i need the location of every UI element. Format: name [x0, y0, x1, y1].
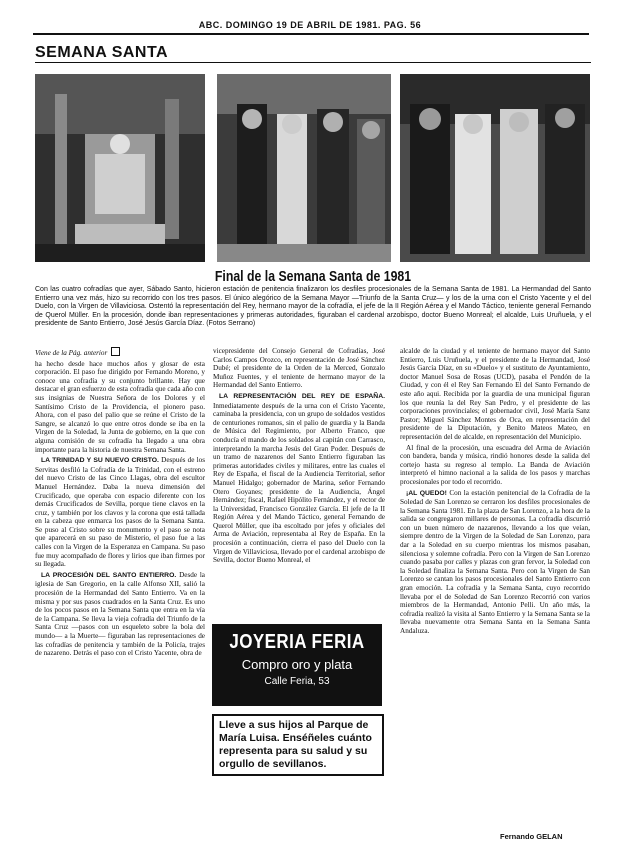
col2-paragraph-2: Inmediatamente después de la urna con el Cristo Yacente, caminaba la presidencia, con un grupo de soldados vestidos de centuriones romanos, sin el palio de guardia y la Banda de Música del Regimiento, por Alberto Franco, que conducía el mando de los soldados al capitán con Carrasco, interpretando la marcha Jesús del Gran Poder. Después de un tramo de nazarenos del Santo Entierro figuraban las primeras autoridades civiles y militares, entre las cuales el Rey de España, el fiscal de la Audiencia Territorial, señor Manuel Hidalgo; gobernador de Marina, señor Fernando Otero Goyanes; presidente de la Audiencia, Ángel Hernández; fiscal, Rafael Hipólito Fernández, y el rector de la Universidad, Francisco González García. El jefe de la II Región Aérea y del Mando Táctico, general Fernando de Querol Müller, que iba escoltado por jefes y oficiales del Arma de Aviación, representaba al Rey de España. En la procesión a continuación, cierra el paso del Duelo con la Virgen de Villaviciosa, llevado por el cardenal arzobispo de Sevilla, doctor Bueno Monreal, el: [213, 401, 385, 565]
continued-from-text: Viene de la Pág. anterior: [35, 349, 108, 357]
headline: Final de la Semana Santa de 1981: [214, 268, 412, 285]
photo-procesion-image: [400, 74, 590, 262]
author-signature: Fernando GELAN: [500, 832, 563, 841]
ad-parque-maria-luisa: [212, 714, 384, 776]
column-2: [213, 347, 385, 619]
col2-subhead-representacion: LA REPRESENTACIÓN DEL REY DE ESPAÑA.: [219, 392, 385, 400]
header-text: ABC. DOMINGO 19 DE ABRIL DE 1981. PAG. 56: [198, 20, 422, 30]
photo-procesion: [400, 74, 590, 262]
ad-parque-text: Lleve a sus hijos al Parque de María Luisa. Enséñeles cuánto representa para su salud y su orgullo de sevillanos.: [219, 719, 372, 770]
column-1: [35, 347, 205, 827]
col3-subhead-al-quedo: ¡AL QUEDO!: [406, 489, 447, 497]
continued-from-note: [35, 347, 205, 358]
ad-joyeria-address: Calle Feria, 53: [264, 676, 330, 687]
page-header: [0, 0, 620, 40]
section-title: SEMANA SANTA: [35, 44, 169, 61]
photo-autoridades-image: [217, 74, 391, 262]
box-icon: [111, 347, 120, 356]
photo-caption: Con las cuatro cofradías que ayer, Sábado Santo, hicieron estación de penitencia finalizaron los desfiles procesionales de la Semana Santa de 1981. La Hermandad del Santo Entierro una vez más, hizo su recorrido con los tres pasos. El único alegórico de la Semana Mayor —Triunfo de la Santa Cruz— y los de la urna con el Cristo Yacente y el del Duelo, con la Virgen de Villaviciosa. Ostentó la representación del Rey, hermano mayor de la cofradía, el jefe de la II Región Aérea y el Mando Táctico, teniente general Fernando de Querol Müller. En la procesión, donde iban representaciones y primeras autoridades, figuraban el cardenal arzobispo, doctor Bueno Monreal; el alcalde, Luis Uruñuela, y el presidente de Santo Entierro, José Jesús García Díaz. (Fotos Serrano): [35, 286, 591, 327]
ad-joyeria-brand: JOYERIA FERIA: [229, 631, 365, 653]
col1-paragraph-1: ha hecho desde hace muchos años y glosar de esta corporación. El paso fue dirigido por Fernando Moreno, y conoce una cofradía y su conjunto brillante. Hay que destacar el gran esfuerzo de esta cofradía que cada año con sus insignias de Nuestra Señora de los Dolores y el Santísimo Cristo de la Providencia, el pionero paso. Ahora, con el paso del palio que se reúne el Cristo de la Sangre, se alcanzó lo que entre otros donde se iba en la Virgen de la Soledad, la Junta de gobierno, en la que con alguna comisión de su cofradía ha llegado a una obra importante para la historia de nuestra Semana Santa.: [35, 359, 205, 454]
header-rule: [33, 33, 589, 35]
col1-paragraph-2: Después de los Servitas desfiló la Cofradía de la Trinidad, con el estreno del nuevo Cristo de las Cinco Llagas, obra del escultor Manuel Hernández. Daba la nueva dimensión del Crucificado, que operaba con espacio diferente con los demás Crucificados de Sevilla, porque tiene clavos en la cruz, y también por los clavos y la corona que está tallada en la cabeza que enmarca los pasos de la Semana Santa. Se puso al Cristo sobre su monumento y el paso se nota que aparecerá en su paso de Misterio, el paso fue a las calles con la Virgen de la Esperanza en Campana. Su paso fue muy acompañado de flores y lirios que iban firmes por su llegada.: [35, 456, 205, 569]
col2-paragraph-1: vicepresidente del Consejo General de Cofradías, José Carlos Campos Orozco, en representación de José Sánchez Dubé; el presidente de la Orden de la Merced, Gonzalo Muñoz Fuentes, y el teniente de hermano mayor de la Hermandad del Santo Entierro.: [213, 347, 385, 390]
col1-subhead-trinidad: LA TRINIDAD Y SU NUEVO CRISTO.: [41, 457, 159, 465]
col1-subhead-santo-entierro: LA PROCESIÓN DEL SANTO ENTIERRO.: [41, 571, 177, 579]
col3-paragraph-2: Al final de la procesión, una escuadra del Arma de Aviación con bandera, banda y música, rindió honores desde la salida del cortejo hasta su regreso al templo. La Banda de Aviación interpretó el himno nacional a la salida de los pasos y marchas procesionales por todo el recorrido.: [400, 443, 590, 486]
photo-paso-triunfo-image: [35, 74, 205, 262]
ad-joyeria-feria: [212, 624, 382, 706]
section-rule: [35, 62, 591, 63]
photo-autoridades: [217, 74, 391, 262]
col3-paragraph-1: alcalde de la ciudad y el teniente de hermano mayor del Santo Entierro, Luis Uruñuela, y el presidente de la Hermandad, José Jesús García Díaz, en su «Duelo» y el sustituto de Ayuntamiento, doctor Manuel Sosa de Rosas (UCD), pasaba el Pendón de la Ciudad, y con él el Rey San Fernando El del Santo Fernando de este año aqui. Recibida por la guardia de una municipal figuran los que reunía la del Rey San Pedro, y el presidente de las corporaciones provinciales; el gobernador civil, José María Sanz Pastor; Miguel Sánchez Montes de Oca, en representación del presidente de la Diputación, y Benito Mateos Mateo, en representación del de alcalde, en representación del Municipio.: [400, 347, 590, 441]
ad-joyeria-tagline: Compro oro y plata: [241, 657, 353, 672]
col1-paragraph-3: Desde la iglesia de San Gregorio, en la calle Alfonso XII, salió la procesión de la Hermandad del Santo Entierro. Va en la misma y por sus pasos cuadrados en la Santa Cruz. Es uno de los pocos pasos en la Semana Santa que entra en la vía de la Campana. Se lleva la vieja cofradía del Triunfo de la Santa Cruz —pasos con un esqueleto sobre la bola del mundo— a la Muerte— figuraban las representaciones de las cofradías de penitencia y también de la Policía, trajes de nazareno. Detrás el paso con el Cristo Yacente, obra de: [35, 570, 205, 658]
col3-paragraph-3: Con la estación penitencial de la Cofradía de la Soledad de San Lorenzo se cerraron los desfiles procesionales de la Semana Santa 1981. En la plaza de San Lorenzo, a la hora de la salida se congregaron millares de personas. La cofradía discurrió con un buen número de nazarenos, llevando a los que veían, siempre dentro de la Virgen de la Soledad de San Lorenzo, para dar a la Soledad en su cuerpo mientras los mismos pasaban, silenciosa y solemne cofradía. Pero con la Virgen de San Lorenzo cuando pasaba por calles y plazas con gran fervor, la Soledad con la Soledad finaliza la Semana Santa. Pero con la Virgen de San Lorenzo se cantan los pasos procesionales del Santo Entierro con gran emoción. La cofradía y la Semana Santa, cuyo recorrido llevaba por el de Soledad de San Lorenzo Recorrió con varios miembros de la Hermandad, Antonio Pelli. Un año más, la cofradía realizó la visita al Santo Entierro y la Semana Santa se la llevaba nuevamente otra Semana Santa en la Semana Santa Andaluza.: [400, 488, 590, 635]
column-3: [400, 347, 590, 829]
photo-paso-triunfo: [35, 74, 205, 262]
